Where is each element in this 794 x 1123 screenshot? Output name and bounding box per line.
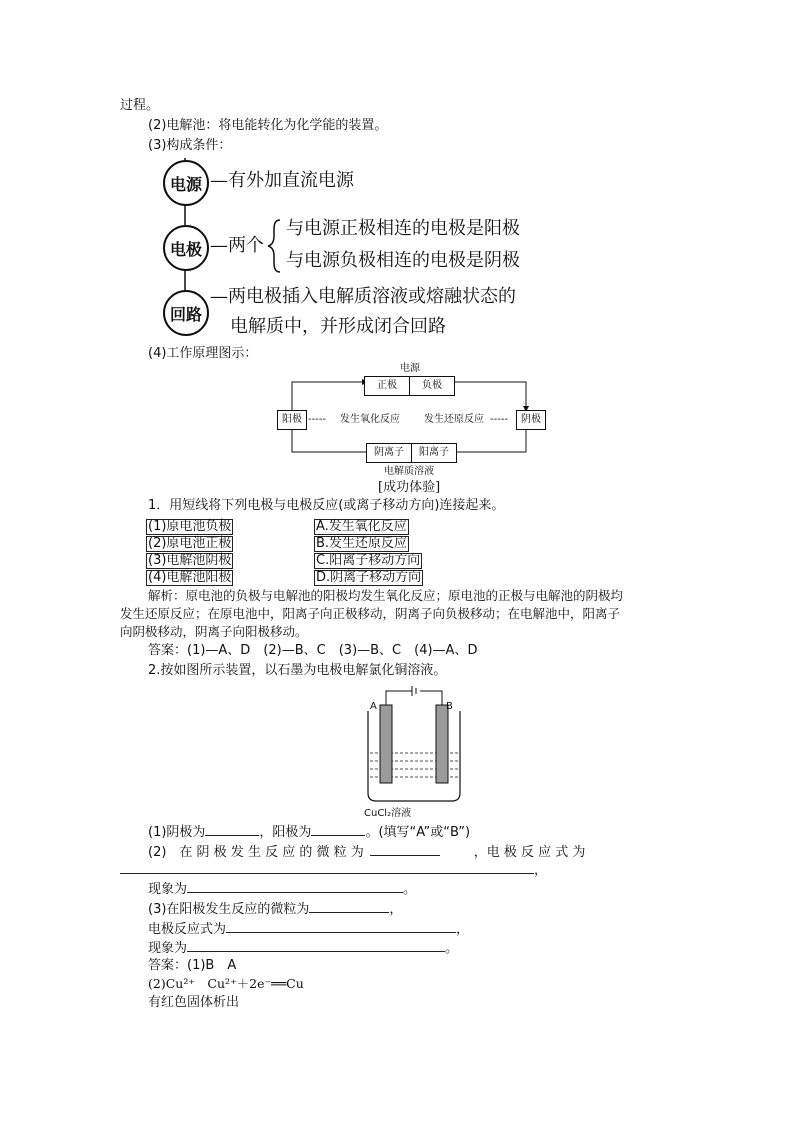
blank-cathode-particle[interactable] (370, 842, 440, 856)
match-right-1 (314, 519, 409, 535)
match-left-1 (146, 519, 233, 535)
blank-anode[interactable] (311, 822, 365, 836)
section-title: [成功体验] (378, 480, 441, 495)
q2-part2-b: ，电 极 反 应 式 为 (473, 845, 586, 860)
match-right-4 (314, 570, 423, 586)
power-source-label: 电源 (400, 363, 420, 374)
question-2-stem: 2.按如图所示装置，以石墨为电极电解氯化铜溶液。 (148, 663, 447, 678)
intro-line-0: 过程。 (120, 98, 160, 113)
q2-part1-c: 。(填写“A”或“B”) (365, 825, 471, 840)
electrolyte-label: 电解质溶液 (384, 466, 434, 477)
q2-part2-line2 (120, 860, 547, 879)
match-left-4 (146, 570, 233, 586)
match-left-label: (3)电解池阴极 (148, 553, 232, 568)
q2-part3-b: ， (389, 902, 403, 917)
reduction-label: 发生还原反应 (424, 414, 484, 425)
dash-left: ----- (308, 414, 327, 425)
blank-anode-particle[interactable] (309, 899, 389, 913)
cation-box: 阳离子 (411, 443, 457, 463)
answer-1: 答案：(1)—A、D (2)—B、C (3)—B、C (4)—A、D (148, 643, 478, 658)
analysis-line-2: 发生还原反应；在原电池中，阳离子向正极移动，阴离子向负极移动；在电解池中，阳离子 (120, 606, 621, 621)
q2-part2-end: ， (534, 863, 548, 878)
brace-icon (266, 218, 284, 274)
match-right-label: A.发生氧化反应 (316, 519, 407, 534)
condition-circle-power: 电源 (163, 160, 209, 206)
q2-part2-a: (2) 在 阴 极 发 生 反 应 的 微 粒 为 (148, 845, 364, 860)
question-1: 1．用短线将下列电极与电极反应(或离子移动方向)连接起来。 (148, 498, 505, 513)
blank-anode-phenomenon[interactable] (187, 938, 445, 952)
blank-cathode-phenomenon[interactable] (187, 879, 403, 893)
negative-pole-box: 负极 (409, 376, 455, 396)
electrode-b-label: B (446, 701, 453, 712)
condition-electrode-anode: 与电源正极相连的电极是阳极 (286, 218, 520, 239)
q2-answer-1: 答案：(1)B A (148, 958, 237, 973)
condition-circle-electrode: 电极 (163, 225, 209, 271)
q2-part3-e: 现象为 (148, 941, 188, 956)
q2-part2-line1 (148, 842, 585, 861)
q2-part1 (148, 822, 470, 841)
anode-box: 阳极 (277, 410, 307, 430)
q2-part2-d: 。 (403, 882, 417, 897)
q2-part1-a: (1)阴极为 (148, 825, 206, 840)
match-right-3 (314, 553, 422, 569)
q2-answer-2: (2)Cu²⁺ Cu²⁺＋2e⁻══Cu (148, 976, 304, 991)
match-left-2 (146, 536, 233, 552)
q2-part3-c: 电极反应式为 (148, 922, 227, 937)
q2-part3-line3 (148, 938, 458, 957)
q2-part3-a: (3)在阳极发生反应的微粒为 (148, 902, 310, 917)
intro-line-2: (3)构成条件： (148, 138, 232, 153)
match-left-3 (146, 553, 233, 569)
match-right-label: B.发生还原反应 (316, 536, 408, 551)
dash-right: ----- (490, 414, 509, 425)
match-left-label: (1)原电池负极 (148, 519, 232, 534)
analysis-line-3: 向阴极移动，阴离子向阳极移动。 (120, 624, 308, 639)
anion-box: 阴离子 (366, 443, 412, 463)
cathode-box: 阴极 (516, 410, 546, 430)
blank-cathode-equation[interactable] (120, 860, 534, 874)
condition-electrode-cathode: 与电源负极相连的电极是阴极 (286, 250, 520, 271)
principle-heading: (4)工作原理图示： (148, 346, 258, 361)
q2-part1-b: ，阳极为 (259, 825, 312, 840)
match-left-label: (4)电解池阳极 (148, 570, 232, 585)
condition-electrode-prefix: —两个 (210, 235, 264, 256)
q2-part2-c: 现象为 (148, 882, 188, 897)
match-left-label: (2)原电池正极 (148, 536, 232, 551)
q2-part3-d: ， (456, 922, 470, 937)
oxidation-label: 发生氧化反应 (340, 414, 400, 425)
q2-part3-line1 (148, 899, 402, 918)
analysis-line-1: 解析：原电池的负极与电解池的阳极均发生氧化反应；原电池的正极与电解池的阴极均 (148, 588, 624, 603)
match-right-label: D.阴离子移动方向 (316, 570, 422, 585)
condition-circuit-line1: —两电极插入电解质溶液或熔融状态的 (210, 286, 516, 307)
solution-label: CuCl₂溶液 (364, 808, 412, 819)
match-right-2 (314, 536, 409, 552)
condition-circuit-line2: 电解质中，并形成闭合回路 (230, 316, 446, 337)
condition-circle-circuit: 回路 (163, 290, 209, 336)
match-right-label: C.阳离子移动方向 (316, 553, 421, 568)
electrode-a-label: A (370, 701, 377, 712)
condition-power-text: —有外加直流电源 (210, 170, 354, 191)
positive-pole-box: 正极 (364, 376, 410, 396)
intro-line-1: (2)电解池：将电能转化为化学能的装置。 (148, 118, 388, 133)
q2-part2-line3 (148, 879, 416, 898)
q2-answer-3: 有红色固体析出 (148, 995, 240, 1010)
blank-cathode[interactable] (205, 822, 259, 836)
q2-part3-f: 。 (445, 941, 459, 956)
q2-part3-line2 (148, 919, 469, 938)
blank-anode-equation[interactable] (226, 919, 456, 933)
